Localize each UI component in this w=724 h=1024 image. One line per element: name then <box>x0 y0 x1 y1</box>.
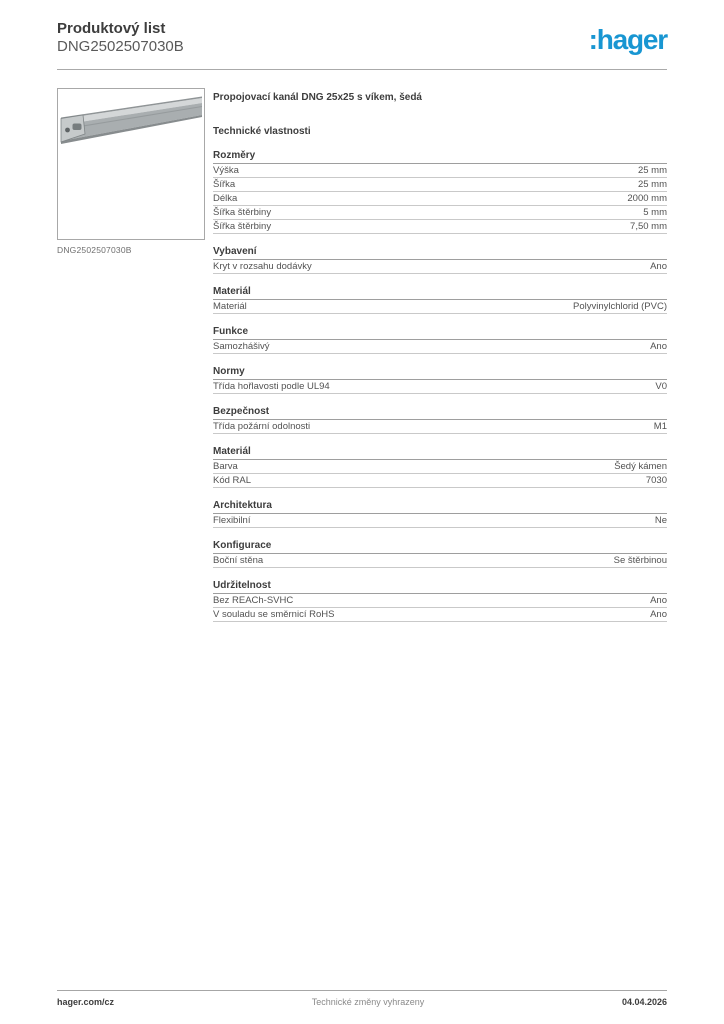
specs-column <box>213 88 667 622</box>
spec-section-konfigurace <box>213 540 667 568</box>
spec-value: 5 mm <box>643 207 667 218</box>
spec-section-bezpecnost <box>213 406 667 434</box>
cable-trunking-illustration <box>58 89 204 239</box>
spec-label: Boční stěna <box>213 555 264 566</box>
spec-section-vybaveni <box>213 246 667 274</box>
spec-value: M1 <box>653 421 667 432</box>
spec-label: Výška <box>213 165 239 176</box>
product-title: Propojovací kanál DNG 25x25 s víkem, šedá <box>213 92 422 103</box>
hager-logo: :hager <box>588 24 667 55</box>
footer-website-link[interactable]: hager.com/cz <box>57 997 115 1007</box>
spec-label: V souladu se směrnicí RoHS <box>213 609 335 620</box>
spec-value: 25 mm <box>637 165 667 176</box>
spec-row <box>213 178 667 192</box>
spec-section-rozmery <box>213 150 667 234</box>
footer <box>57 990 667 1007</box>
section-title: Materiál <box>213 286 667 300</box>
section-title: Vybavení <box>213 246 667 260</box>
spec-value: 2000 mm <box>627 193 667 204</box>
page-title: Produktový list <box>57 20 166 37</box>
spec-value: Šedý kámen <box>614 461 667 472</box>
product-code: DNG2502507030B <box>57 38 184 55</box>
spec-label: Třída hořlavosti podle UL94 <box>213 381 330 392</box>
section-title: Architektura <box>213 500 667 514</box>
header-divider <box>57 69 667 70</box>
spec-value: V0 <box>655 381 667 392</box>
spec-value: Ano <box>650 261 667 272</box>
spec-row <box>213 220 667 234</box>
spec-section-funkce <box>213 326 667 354</box>
specs-heading: Technické vlastnosti <box>213 126 311 137</box>
spec-value: Polyvinylchlorid (PVC) <box>573 301 667 312</box>
spec-value: Ano <box>650 609 667 620</box>
spec-label: Samozhášivý <box>213 341 270 352</box>
spec-label: Délka <box>213 193 238 204</box>
spec-section-normy <box>213 366 667 394</box>
spec-label: Šířka štěrbiny <box>213 221 272 232</box>
footer-disclaimer: Technické změny vyhrazeny <box>311 997 425 1007</box>
spec-value: Ne <box>654 515 667 526</box>
spec-value: Se štěrbinou <box>613 555 667 566</box>
spec-label: Třída požární odolnosti <box>213 421 311 432</box>
spec-row <box>213 474 667 488</box>
spec-row <box>213 260 667 274</box>
section-title: Normy <box>213 366 667 380</box>
spec-row <box>213 164 667 178</box>
datasheet-page <box>57 0 667 1024</box>
section-title: Materiál <box>213 446 667 460</box>
spec-row <box>213 608 667 622</box>
spec-value: Ano <box>650 595 667 606</box>
spec-row <box>213 460 667 474</box>
header <box>57 0 667 56</box>
spec-value: Ano <box>650 341 667 352</box>
spec-label: Bez REACh-SVHC <box>213 595 294 606</box>
product-image-caption: DNG2502507030B <box>57 245 132 255</box>
spec-label: Flexibilní <box>213 515 251 526</box>
spec-row <box>213 340 667 354</box>
spec-row <box>213 514 667 528</box>
section-title: Funkce <box>213 326 667 340</box>
spec-section-material-1 <box>213 286 667 314</box>
product-image-column <box>57 88 205 622</box>
spec-section-udrzitelnost <box>213 580 667 622</box>
spec-label: Kryt v rozsahu dodávky <box>213 261 312 272</box>
header-titles <box>57 20 184 56</box>
spec-row <box>213 380 667 394</box>
spec-row <box>213 420 667 434</box>
spec-row <box>213 594 667 608</box>
spec-row <box>213 206 667 220</box>
section-title: Bezpečnost <box>213 406 667 420</box>
product-image <box>57 88 205 240</box>
spec-label: Kód RAL <box>213 475 252 486</box>
section-title: Udržitelnost <box>213 580 667 594</box>
spec-label: Šířka štěrbiny <box>213 207 272 218</box>
spec-label: Šířka <box>213 179 236 190</box>
spec-row <box>213 300 667 314</box>
spec-value: 25 mm <box>637 179 667 190</box>
spec-label: Barva <box>213 461 238 472</box>
spec-row <box>213 192 667 206</box>
spec-value: 7,50 mm <box>630 221 667 232</box>
content <box>57 88 667 622</box>
spec-label: Materiál <box>213 301 247 312</box>
spec-value: 7030 <box>645 475 667 486</box>
section-title: Rozměry <box>213 150 667 164</box>
footer-date: 04.04.2026 <box>621 997 667 1007</box>
spec-section-material-2 <box>213 446 667 488</box>
spec-section-architektura <box>213 500 667 528</box>
spec-row <box>213 554 667 568</box>
section-title: Konfigurace <box>213 540 667 554</box>
